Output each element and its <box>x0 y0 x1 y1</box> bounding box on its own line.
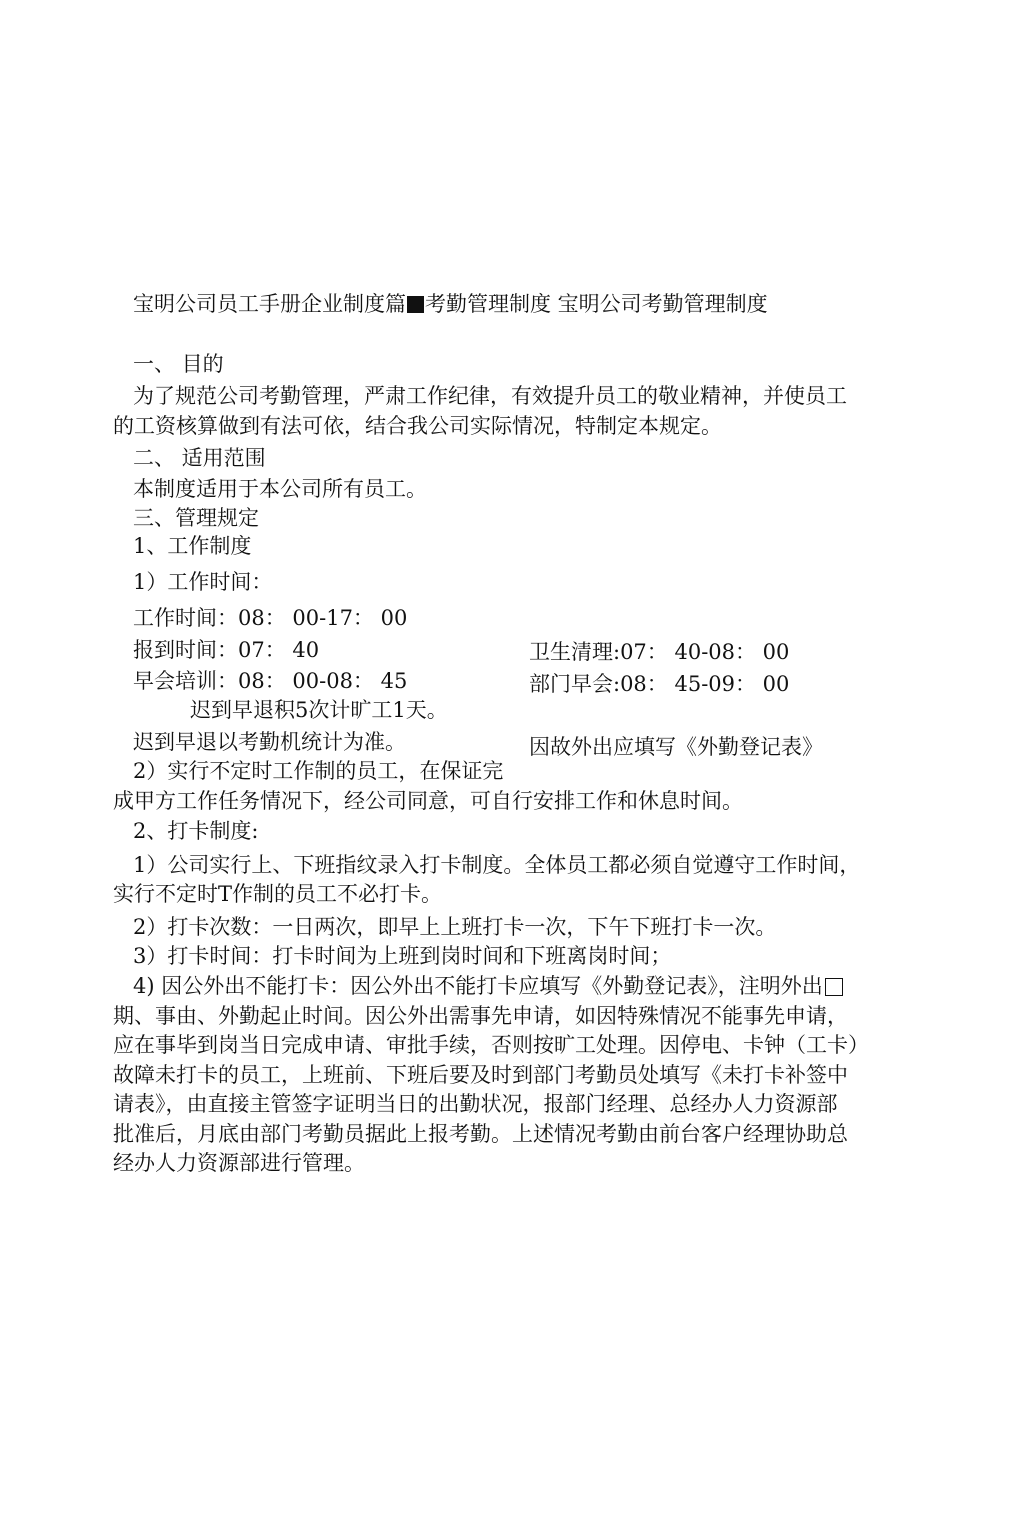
flex-work-line-1: 2）实行不定时工作制的员工，在保证完 <box>133 759 504 783</box>
clock-item-4-line-5: 请表》，由直接主管签字证明当日的出勤状况，报部门经理、总经办人力资源部 <box>113 1092 838 1116</box>
black-square-icon <box>407 296 424 313</box>
clock-item-4-line-3: 应在事毕到岗当日完成申请、审批手续，否则按旷工处理。因停电、卡钟（工卡） <box>113 1033 869 1057</box>
section-2-heading: 二、 适用范围 <box>133 446 266 470</box>
empty-box-icon <box>825 978 843 996</box>
section-1-para-line-2: 的工资核算做到有法可依，结合我公司实际情况，特制定本规定。 <box>113 414 722 438</box>
clock-item-1-line-1: 1）公司实行上、下班指纹录入打卡制度。全体员工都必须自觉遵守工作时间， <box>133 853 861 877</box>
clock-item-1-line-2: 实行不定时T作制的员工不必打卡。 <box>113 882 443 906</box>
clock-item-4-line-4: 故障未打卡的员工，上班前、下班后要及时到部门考勤员处填写《未打卡补签中 <box>113 1063 848 1087</box>
section-1-heading: 一、 目的 <box>133 352 224 376</box>
clean-time: 卫生清理:07： 40-08： 00 <box>529 640 790 664</box>
document-title <box>133 291 768 317</box>
title-part-a: 宝明公司员工手册企业制度篇 <box>133 292 406 316</box>
dept-morning-meeting: 部门早会:08： 45-09： 00 <box>529 672 790 696</box>
clock-item-2: 2）打卡次数：一日两次，即早上上班打卡一次，下午下班打卡一次。 <box>133 915 777 939</box>
work-time: 工作时间：08： 00-17： 00 <box>133 606 408 630</box>
section-2-para: 本制度适用于本公司所有员工。 <box>133 477 427 501</box>
flex-work-line-2: 成甲方工作任务情况下，经公司同意，可自行安排工作和休息时间。 <box>113 789 743 813</box>
item-work-hours-heading: 1）工作时间： <box>133 570 273 594</box>
clock-item-4-line-2: 期、事由、外勤起止时间。因公外出需事先申请，如因特殊情况不能事先申请， <box>113 1004 848 1028</box>
report-time: 报到时间：07： 40 <box>133 638 320 662</box>
clock-item-4-line-6: 批准后，月底由部门考勤员据此上报考勤。上述情况考勤由前台客户经理协助总 <box>113 1122 848 1146</box>
subsection-work-system: 1、工作制度 <box>133 534 252 558</box>
section-1-para-line-1: 为了规范公司考勤管理，严肃工作纪律，有效提升员工的敬业精神，并使员工 <box>133 384 847 408</box>
morning-training: 早会培训：08： 00-08： 45 <box>133 669 408 693</box>
title-part-b: 考勤管理制度 宝明公司考勤管理制度 <box>425 292 768 316</box>
outside-form-note: 因故外出应填写《外勤登记表》 <box>529 735 823 759</box>
clock-item-4-line-1-text: 4) 因公外出不能打卡：因公外出不能打卡应填写《外勤登记表》，注明外出 <box>133 974 823 998</box>
clock-item-4-line-1 <box>133 973 843 999</box>
subsection-clock-system: 2、打卡制度: <box>133 819 259 843</box>
clock-item-3: 3）打卡时间：打卡时间为上班到岗时间和下班离岗时间； <box>133 944 672 968</box>
section-3-heading: 三、管理规定 <box>133 506 259 530</box>
late-statistics: 迟到早退以考勤机统计为准。 <box>133 730 406 754</box>
clock-item-4-line-7: 经办人力资源部进行管理。 <box>113 1151 365 1175</box>
late-rule: 迟到早退积5次计旷工1天。 <box>190 698 448 722</box>
